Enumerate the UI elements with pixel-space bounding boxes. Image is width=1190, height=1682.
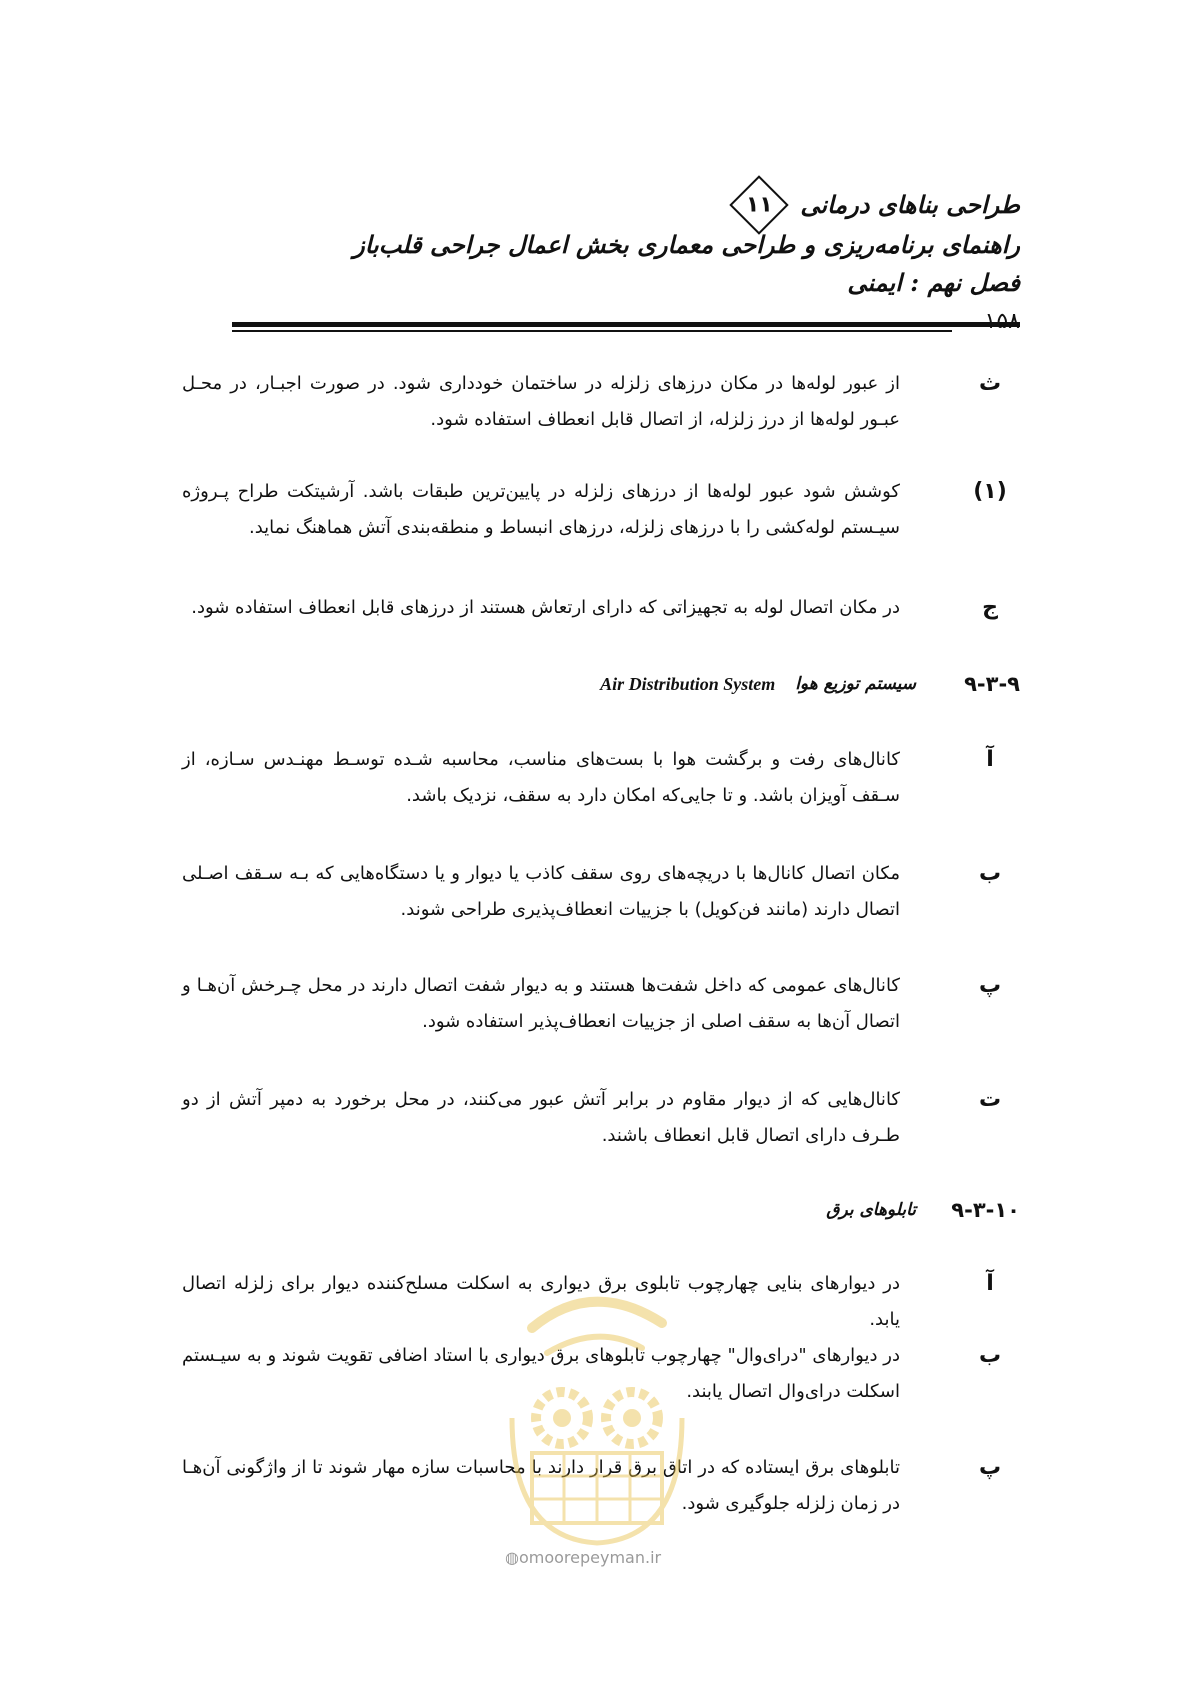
section-title-fa: سیستم توزیع هوا <box>795 674 916 694</box>
item-marker: ت <box>978 1087 1002 1112</box>
item-text: کوشش شود عبور لوله‌ها از درزهای زلزله در پایین‌ترین طبقات باشد. آرشیتکت طراح پـروژه سیـستم لوله‌کشی را با درزهای زلزله، درزهای انبساط و منطقه‌بندی آتش هماهنگ نماید. <box>182 481 900 538</box>
header-rule <box>232 322 1020 327</box>
item-marker: ج <box>982 595 998 620</box>
item-text: مکان اتصال کانال‌ها با دریچه‌های روی سقف کاذب یا دیوار و یا دستگاه‌هایی که بـه سـقف اصـلی اتصال دارند (مانند فن‌کویل) با جزییات انعطاف‌پذیری طراحی شوند. <box>182 863 900 920</box>
list-item <box>182 742 1020 814</box>
item-text: در دیوارهای بنایی چهارچوب تابلوی برق دیواری به اسکلت مسلح‌کننده دیوار برای زلزله اتصال یابد. <box>182 1273 900 1330</box>
header-line-1 <box>170 184 1020 226</box>
item-marker: پ <box>978 973 1002 998</box>
list-item <box>182 1082 1020 1154</box>
section-heading-electrical-panels <box>220 1192 1020 1228</box>
list-item <box>182 366 1020 438</box>
list-item <box>182 856 1020 928</box>
list-item <box>182 590 1020 626</box>
item-marker: (۱) <box>973 479 1007 504</box>
item-text: در دیوارهای "درای‌وال" چهارچوب تابلوهای برق دیواری با استاد اضافی تقویت شوند و به سیـستم اسکلت درای‌وال اتصال یابند. <box>182 1345 900 1402</box>
item-marker: آ <box>986 1271 994 1296</box>
item-text: کانال‌های عمومی که داخل شفت‌ها هستند و به دیوار شفت اتصال دارند در محل چـرخش آن‌هـا و اتصال آن‌ها به سقف اصلی از جزییات انعطاف‌پذیر استفاده شود. <box>182 975 900 1032</box>
section-title-fa: تابلوهای برق <box>826 1200 916 1220</box>
section-number: ۹-۳-۱۰ <box>951 1198 1020 1222</box>
volume-number: ۱۱ <box>745 192 773 218</box>
section-title-en: Air Distribution System <box>600 674 776 694</box>
list-item <box>182 474 1020 546</box>
watermark-url: omoorepeyman.ir <box>518 1548 662 1567</box>
item-marker: پ <box>978 1455 1002 1480</box>
item-marker: ب <box>978 861 1002 886</box>
chapter-title: فصل نهم : ایمنی <box>847 268 1020 297</box>
guide-title: راهنمای برنامه‌ریزی و طراحی معماری بخش اعمال جراحی قلب‌باز <box>353 230 1020 259</box>
item-marker: آ <box>986 747 994 772</box>
list-item <box>182 968 1020 1040</box>
section-number: ۹-۳-۹ <box>964 672 1020 696</box>
watermark-logo-icon <box>492 1268 702 1548</box>
section-heading-air-distribution <box>220 666 1020 702</box>
item-text: کانال‌های رفت و برگشت هوا با بست‌های مناسب، محاسبه شـده توسـط مهنـدس سـازه، از سـقف آویزان باشد. و تا جایی‌که امکان دارد به سقف، نزدیک باشد. <box>182 749 900 806</box>
item-text: تابلوهای برق ایستاده که در اتاق برق قرار دارند با محاسبات سازه مهار شوند تا از واژگونی آن‌هـا در زمان زلزله جلوگیری شود. <box>182 1457 900 1514</box>
globe-icon: ◍ <box>505 1548 519 1567</box>
page-number: ۱۵۸ <box>984 309 1020 334</box>
watermark-text <box>505 1548 661 1567</box>
book-title: طراحی بناهای درمانی <box>800 190 1020 219</box>
item-marker: ب <box>978 1343 1002 1368</box>
header-rule-thin <box>232 330 952 332</box>
item-text: در مکان اتصال لوله به تجهیزاتی که دارای ارتعاش هستند از درزهای قابل انعطاف استفاده شود. <box>191 597 900 618</box>
item-marker: ث <box>978 371 1002 396</box>
item-text: از عبور لوله‌ها در مکان درزهای زلزله در ساختمان خودداری شود. در صورت اجبـار، در محـل عبـور لوله‌ها از درز زلزله، از اتصال قابل انعطاف استفاده شود. <box>182 373 900 430</box>
item-text: کانال‌هایی که از دیوار مقاوم در برابر آتش عبور می‌کنند، در محل برخورد به دمپر آتش از دو طـرف دارای اتصال قابل انعطاف باشند. <box>182 1089 900 1146</box>
page-header <box>170 184 1020 302</box>
